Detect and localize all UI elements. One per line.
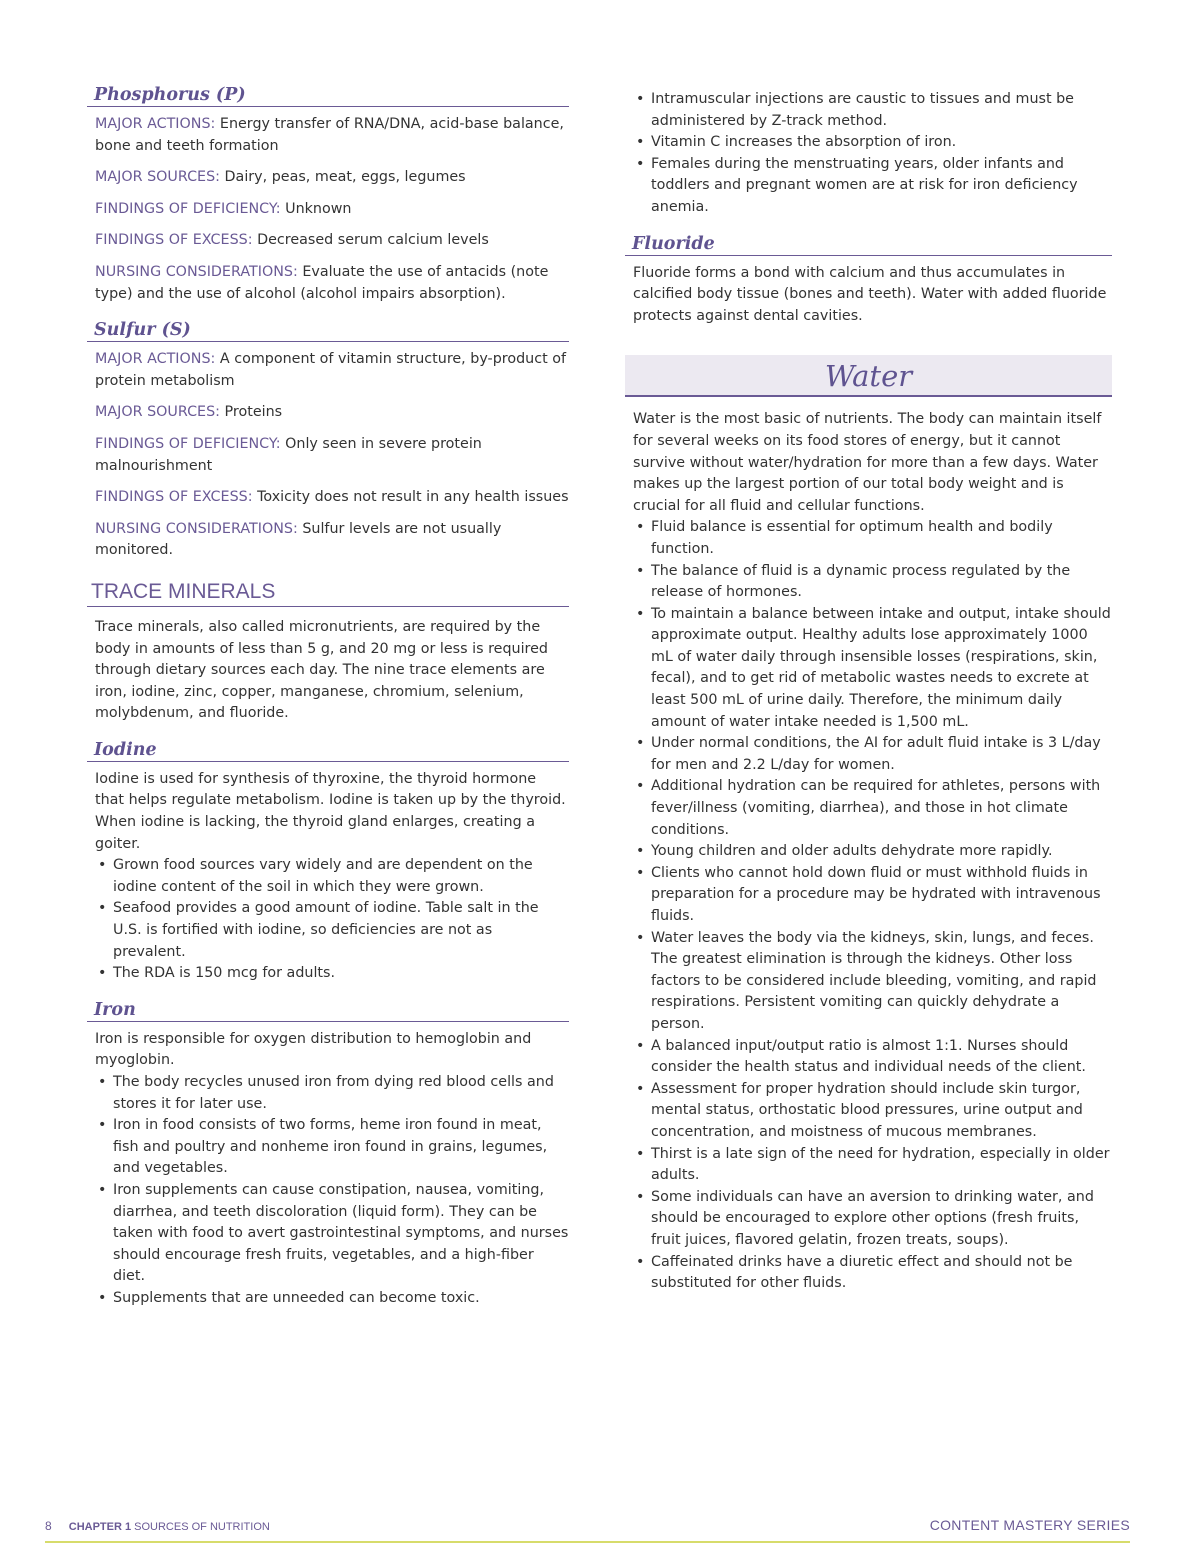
list-item: • Grown food sources vary widely and are dependent on the iodine content of the soil in which they were grown. xyxy=(95,855,569,898)
sulfur-nursing xyxy=(95,519,569,562)
list-item: • Vitamin C increases the absorption of iron. xyxy=(633,132,1112,154)
phosphorus-actions-text: Energy transfer of RNA/DNA, acid-base balance, bone and teeth formation xyxy=(95,116,564,154)
trace-minerals-heading: TRACE MINERALS xyxy=(87,580,569,607)
list-item: • The balance of fluid is a dynamic process regulated by the release of hormones. xyxy=(633,561,1112,604)
list-item: • Iron supplements can cause constipation, nausea, vomiting, diarrhea, and teeth discoloration (liquid form). They can be taken with food to avert gastrointestinal symptoms, and nurses should encourage fresh fruits, vegetables, and a high-fiber diet. xyxy=(95,1180,569,1288)
label-nursing: NURSING CONSIDERATIONS: xyxy=(95,263,298,280)
page-number: 8 xyxy=(45,1519,52,1533)
phosphorus-excess xyxy=(95,230,569,252)
water-heading: Water xyxy=(824,359,913,394)
iron-continued-bullet-list xyxy=(633,89,1112,219)
sulfur-excess-text: Toxicity does not result in any health issues xyxy=(257,489,569,506)
list-item: • The RDA is 150 mcg for adults. xyxy=(95,963,569,985)
iodine-heading: Iodine xyxy=(87,739,569,762)
sulfur-excess xyxy=(95,487,569,509)
label-major-sources: MAJOR SOURCES: xyxy=(95,169,220,186)
phosphorus-deficiency xyxy=(95,199,569,221)
sulfur-sources-text: Proteins xyxy=(224,404,283,421)
water-bullet-list xyxy=(633,517,1112,1294)
list-item: • Thirst is a late sign of the need for hydration, especially in older adults. xyxy=(633,1144,1112,1187)
trace-minerals-intro: Trace minerals, also called micronutrients, are required by the body in amounts of less than 5 g, and 20 mg or less is required through dietary sources each day. The nine trace elements are iron, iodine, zinc, copper, manganese, chromium, selenium, molybdenum, and fluoride. xyxy=(95,618,548,722)
footer-series: CONTENT MASTERY SERIES xyxy=(929,1517,1130,1533)
iodine-intro: Iodine is used for synthesis of thyroxine, the thyroid hormone that helps regulate metabolism. Iodine is taken up by the thyroid. When iodine is lacking, the thyroid gland enlarges, creating a goiter. xyxy=(95,770,566,852)
sulfur-actions-text: A component of vitamin structure, by-product of protein metabolism xyxy=(95,351,567,389)
sulfur-deficiency-text: Only seen in severe protein malnourishment xyxy=(95,435,482,474)
phosphorus-actions xyxy=(95,114,569,157)
sulfur-deficiency xyxy=(95,434,569,477)
right-column xyxy=(625,89,1112,1305)
label-nursing: NURSING CONSIDERATIONS: xyxy=(95,520,298,537)
label-major-sources: MAJOR SOURCES: xyxy=(95,404,220,421)
list-item: • Iron in food consists of two forms, heme iron found in meat, fish and poultry and nonheme iron found in grains, legumes, and vegetables. xyxy=(95,1115,569,1180)
list-item: • Caffeinated drinks have a diuretic effect and should not be substituted for other fluids. xyxy=(633,1252,1112,1295)
fluoride-heading: Fluoride xyxy=(625,233,1112,256)
page-footer-left xyxy=(45,1519,270,1533)
list-item: • Intramuscular injections are caustic to tissues and must be administered by Z-track method. xyxy=(633,89,1112,132)
sulfur-actions xyxy=(95,349,569,392)
fluoride-text: Fluoride forms a bond with calcium and thus accumulates in calcified body tissue (bones and teeth). Water with added fluoride protects against dental cavities. xyxy=(633,264,1107,324)
label-major-actions: MAJOR ACTIONS: xyxy=(95,351,216,368)
sulfur-heading: Sulfur (S) xyxy=(87,319,569,342)
sulfur-sources xyxy=(95,402,569,424)
footer-chapter-title: SOURCES OF NUTRITION xyxy=(134,1521,270,1533)
iron-bullet-list xyxy=(95,1072,569,1310)
list-item: • Females during the menstruating years, older infants and toddlers and pregnant women are at risk for iron deficiency anemia. xyxy=(633,154,1112,219)
left-column xyxy=(87,84,569,1320)
iodine-bullet-list xyxy=(95,855,569,985)
phosphorus-nursing-text: Evaluate the use of antacids (note type) and the use of alcohol (alcohol impairs absorption). xyxy=(95,263,549,302)
label-deficiency: FINDINGS OF DEFICIENCY: xyxy=(95,435,281,452)
list-item: • Supplements that are unneeded can become toxic. xyxy=(95,1288,569,1310)
list-item: • Additional hydration can be required for athletes, persons with fever/illness (vomiting, diarrhea), and those in hot climate conditions. xyxy=(633,776,1112,841)
iron-intro: Iron is responsible for oxygen distribution to hemoglobin and myoglobin. xyxy=(95,1030,532,1069)
sulfur-nursing-text: Sulfur levels are not usually monitored. xyxy=(95,520,502,559)
list-item: • Young children and older adults dehydrate more rapidly. xyxy=(633,841,1112,863)
iron-heading: Iron xyxy=(87,999,569,1022)
list-item: • Water leaves the body via the kidneys, skin, lungs, and feces. The greatest elimination is through the kidneys. Other loss factors to be considered include bleeding, vomiting, and rapid respirations. Persistent vomiting can quickly dehydrate a person. xyxy=(633,928,1112,1036)
list-item: • The body recycles unused iron from dying red blood cells and stores it for later use. xyxy=(95,1072,569,1115)
phosphorus-sources-text: Dairy, peas, meat, eggs, legumes xyxy=(224,169,466,186)
label-deficiency: FINDINGS OF DEFICIENCY: xyxy=(95,200,281,217)
footer-rule xyxy=(45,1541,1130,1543)
list-item: • Fluid balance is essential for optimum health and bodily function. xyxy=(633,517,1112,560)
list-item: • Under normal conditions, the AI for adult fluid intake is 3 L/day for men and 2.2 L/day for women. xyxy=(633,733,1112,776)
phosphorus-heading: Phosphorus (P) xyxy=(87,84,569,107)
label-major-actions: MAJOR ACTIONS: xyxy=(95,116,216,132)
list-item: • Assessment for proper hydration should include skin turgor, mental status, orthostatic blood pressures, urine output and concentration, and moistness of mucous membranes. xyxy=(633,1079,1112,1144)
list-item: • Seafood provides a good amount of iodine. Table salt in the U.S. is fortified with iodine, so deficiencies are not as prevalent. xyxy=(95,898,569,963)
water-heading-banner xyxy=(625,355,1112,397)
list-item: • To maintain a balance between intake and output, intake should approximate output. Healthy adults lose approximately 1000 mL of water daily through insensible losses (respirations, skin, fecal), and to get rid of metabolic wastes needs to excrete at least 500 mL of urine daily. Therefore, the minimum daily amount of water intake needed is 1,500 mL. xyxy=(633,604,1112,734)
phosphorus-excess-text: Decreased serum calcium levels xyxy=(257,232,489,249)
water-intro: Water is the most basic of nutrients. The body can maintain itself for several weeks on its food stores of energy, but it cannot survive without water/hydration for more than a few days. Water makes up the largest portion of our total body weight and is crucial for all fluid and cellular functions. xyxy=(633,411,1102,514)
phosphorus-nursing xyxy=(95,262,569,305)
list-item: • Some individuals can have an aversion to drinking water, and should be encouraged to explore other options (fresh fruits, fruit juices, flavored gelatin, frozen treats, soups). xyxy=(633,1187,1112,1252)
footer-chapter: CHAPTER 1 xyxy=(68,1521,132,1533)
label-excess: FINDINGS OF EXCESS: xyxy=(95,232,253,249)
phosphorus-sources xyxy=(95,167,569,189)
phosphorus-deficiency-text: Unknown xyxy=(285,200,352,217)
list-item: • A balanced input/output ratio is almost 1:1. Nurses should consider the health status and individual needs of the client. xyxy=(633,1036,1112,1079)
list-item: • Clients who cannot hold down fluid or must withhold fluids in preparation for a procedure may be hydrated with intravenous fluids. xyxy=(633,863,1112,928)
label-excess: FINDINGS OF EXCESS: xyxy=(95,489,253,506)
